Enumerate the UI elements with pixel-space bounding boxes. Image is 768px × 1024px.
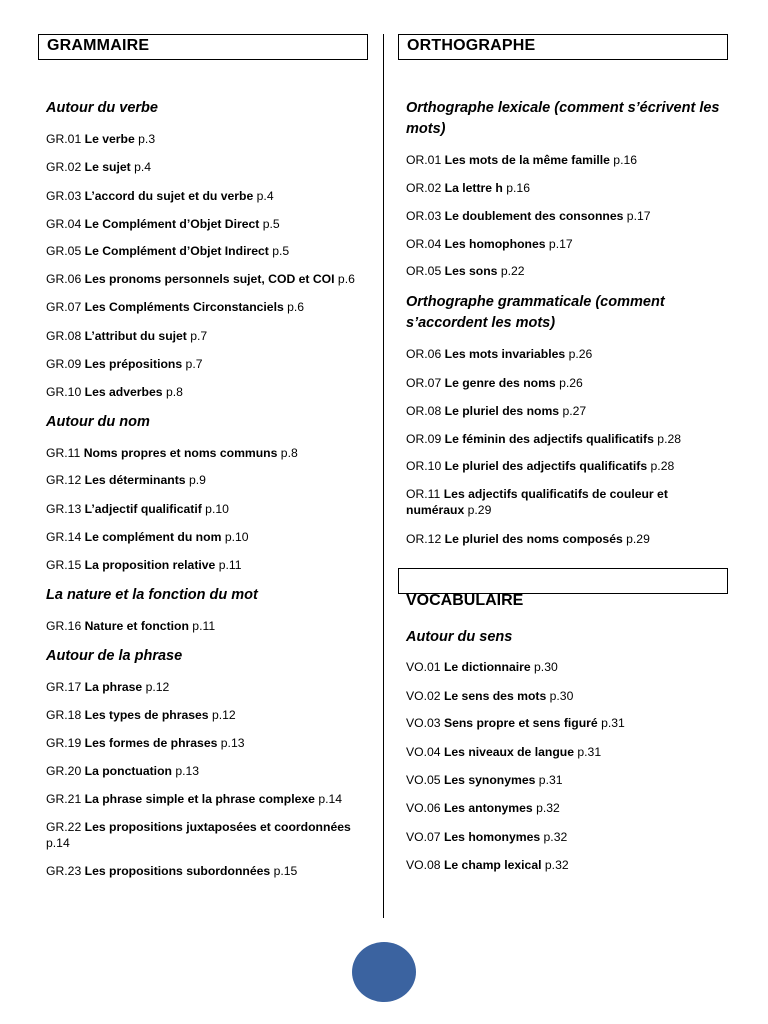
- vocabulaire-title: VOCABULAIRE: [406, 592, 524, 609]
- entry-code: OR.02: [406, 181, 442, 195]
- entry-label: Le champ lexical: [443, 858, 542, 872]
- entry-page: p.10: [224, 530, 249, 544]
- entry-page: p.28: [650, 459, 675, 473]
- entry-code: VO.08: [406, 858, 441, 872]
- entry-page: p.32: [543, 830, 568, 844]
- entry-page: p.5: [272, 244, 290, 258]
- toc-entry[interactable]: [46, 819, 368, 851]
- entry-page: p.6: [287, 300, 305, 314]
- entry-code: GR.18: [46, 708, 82, 722]
- toc-entry[interactable]: [46, 501, 368, 517]
- entry-code: GR.17: [46, 680, 82, 694]
- entry-label: Le Complément d’Objet Indirect: [84, 244, 269, 258]
- column-divider: [383, 34, 384, 918]
- entry-label: Le verbe: [84, 132, 135, 146]
- entry-page: p.8: [165, 385, 183, 399]
- toc-entry[interactable]: [46, 328, 368, 344]
- entry-page: p.7: [185, 357, 203, 371]
- entry-label: Les homonymes: [443, 830, 541, 844]
- entry-label: Les propositions subordonnées: [84, 864, 271, 878]
- entry-label: La phrase: [84, 680, 143, 694]
- entry-label: Les Compléments Circonstanciels: [84, 300, 284, 314]
- entry-label: Les prépositions: [84, 357, 183, 371]
- toc-entry[interactable]: [406, 180, 728, 196]
- entry-page: p.12: [145, 680, 170, 694]
- orthographe-title: ORTHOGRAPHE: [407, 37, 536, 54]
- entry-code: OR.07: [406, 376, 442, 390]
- toc-entry[interactable]: [406, 744, 728, 760]
- entry-code: GR.13: [46, 502, 82, 516]
- entry-page: p.31: [601, 716, 625, 730]
- toc-entry[interactable]: [46, 384, 368, 400]
- entry-label: Les pronoms personnels sujet, COD et COI: [84, 272, 335, 286]
- entry-code: GR.15: [46, 558, 82, 572]
- toc-entry[interactable]: [406, 263, 728, 279]
- entry-label: L’adjectif qualificatif: [84, 502, 202, 516]
- entry-page: p.31: [577, 745, 602, 759]
- entry-page: p.9: [188, 473, 206, 487]
- entry-label: Les homophones: [444, 237, 546, 251]
- toc-entry[interactable]: [406, 857, 728, 873]
- entry-code: GR.08: [46, 329, 82, 343]
- entry-code: OR.12: [406, 532, 442, 546]
- toc-entry[interactable]: [406, 715, 728, 731]
- toc-entry[interactable]: [406, 458, 728, 474]
- entry-page: p.26: [559, 376, 583, 390]
- toc-entry[interactable]: [46, 356, 368, 372]
- entry-code: GR.06: [46, 272, 82, 286]
- entry-code: GR.23: [46, 864, 82, 878]
- entry-code: VO.05: [406, 773, 441, 787]
- entry-label: Les types de phrases: [84, 708, 209, 722]
- toc-entry[interactable]: [406, 829, 728, 845]
- entry-code: GR.22: [46, 820, 82, 834]
- entry-label: Le doublement des consonnes: [444, 209, 627, 223]
- entry-label: La lettre h: [444, 181, 503, 195]
- grammaire-title-box: [38, 34, 368, 60]
- toc-entry[interactable]: [406, 772, 728, 788]
- section-heading: Orthographe grammaticale (comment s’accordent les mots): [406, 294, 665, 331]
- toc-entry[interactable]: [46, 472, 368, 488]
- entry-page: p.6: [337, 272, 355, 286]
- toc-entry[interactable]: [46, 618, 368, 634]
- toc-entry[interactable]: [46, 707, 368, 723]
- entry-page: p.29: [467, 503, 492, 517]
- entry-label: Les mots invariables: [444, 347, 566, 361]
- entry-label: Les mots de la même famille: [444, 153, 610, 167]
- toc-entry[interactable]: [46, 791, 368, 807]
- entry-page: p.32: [544, 858, 569, 872]
- entry-code: OR.09: [406, 432, 442, 446]
- entry-code: GR.19: [46, 736, 82, 750]
- section-heading: Autour du verbe: [46, 100, 158, 116]
- toc-entry[interactable]: [406, 403, 728, 419]
- entry-page: p.12: [211, 708, 236, 722]
- toc-entry[interactable]: [46, 299, 368, 315]
- entry-label: Les adverbes: [84, 385, 163, 399]
- entry-label: La phrase simple et la phrase complexe: [84, 792, 315, 806]
- entry-page: p.22: [500, 264, 525, 278]
- entry-page: p.14: [318, 792, 343, 806]
- entry-label: Le pluriel des adjectifs qualificatifs: [444, 459, 648, 473]
- entry-code: VO.02: [406, 689, 441, 703]
- section-heading: Orthographe lexicale (comment s’écrivent les mots): [406, 100, 720, 137]
- entry-code: GR.20: [46, 764, 82, 778]
- entry-code: GR.07: [46, 300, 82, 314]
- grammaire-title: GRAMMAIRE: [47, 37, 150, 54]
- entry-label: Les sons: [444, 264, 498, 278]
- entry-code: OR.05: [406, 264, 442, 278]
- entry-label: Les déterminants: [84, 473, 186, 487]
- entry-page: p.4: [134, 160, 152, 174]
- entry-page: p.3: [138, 132, 156, 146]
- entry-label: Les formes de phrases: [84, 736, 218, 750]
- toc-entry[interactable]: [46, 216, 368, 232]
- entry-code: VO.04: [406, 745, 441, 759]
- toc-entry[interactable]: [46, 557, 368, 573]
- toc-entry[interactable]: [406, 346, 728, 362]
- entry-code: VO.03: [406, 716, 441, 730]
- entry-page: p.13: [220, 736, 245, 750]
- entry-page: p.16: [613, 153, 638, 167]
- entry-page: p.16: [506, 181, 530, 195]
- entry-page: p.29: [626, 532, 650, 546]
- toc-entry[interactable]: [406, 531, 728, 547]
- entry-label: Le dictionnaire: [443, 660, 531, 674]
- entry-code: GR.04: [46, 217, 82, 231]
- toc-entry[interactable]: [406, 659, 728, 675]
- entry-code: GR.01: [46, 132, 82, 146]
- entry-label: Le Complément d’Objet Direct: [84, 217, 260, 231]
- entry-label: La proposition relative: [84, 558, 216, 572]
- entry-code: GR.12: [46, 473, 82, 487]
- entry-code: OR.03: [406, 209, 442, 223]
- entry-label: L’attribut du sujet: [84, 329, 187, 343]
- entry-page: p.30: [534, 660, 558, 674]
- toc-entry[interactable]: [46, 159, 368, 175]
- entry-label: Le complément du nom: [84, 530, 222, 544]
- entry-code: GR.05: [46, 244, 82, 258]
- entry-label: Les synonymes: [443, 773, 536, 787]
- entry-code: GR.09: [46, 357, 82, 371]
- toc-entry[interactable]: [406, 152, 728, 168]
- toc-entry[interactable]: [46, 445, 368, 461]
- entry-label: Les propositions juxtaposées et coordonnées: [84, 820, 351, 834]
- entry-code: OR.10: [406, 459, 442, 473]
- entry-label: Les adjectifs qualificatifs de couleur et numéraux: [406, 487, 668, 517]
- toc-entry[interactable]: [46, 243, 368, 259]
- toc-entry[interactable]: [46, 863, 368, 879]
- section-heading: Autour du nom: [46, 414, 150, 430]
- orthographe-title-box: [398, 34, 728, 60]
- section-heading: La nature et la fonction du mot: [46, 587, 258, 603]
- entry-page: p.28: [657, 432, 682, 446]
- section-heading: Autour de la phrase: [46, 648, 183, 664]
- entry-label: L’accord du sujet et du verbe: [84, 189, 254, 203]
- entry-page: p.11: [218, 558, 242, 572]
- toc-entry[interactable]: [46, 529, 368, 545]
- entry-code: OR.08: [406, 404, 442, 418]
- entry-code: VO.01: [406, 660, 441, 674]
- entry-label: Nature et fonction: [84, 619, 189, 633]
- toc-entry[interactable]: [406, 208, 728, 224]
- toc-entry[interactable]: [46, 679, 368, 695]
- entry-code: GR.16: [46, 619, 82, 633]
- entry-code: VO.06: [406, 801, 441, 815]
- entry-code: OR.11: [406, 487, 441, 501]
- toc-entry[interactable]: [46, 131, 368, 147]
- entry-code: GR.11: [46, 446, 81, 460]
- entry-page: p.30: [549, 689, 574, 703]
- toc-entry[interactable]: [406, 486, 728, 518]
- entry-page: p.7: [190, 329, 208, 343]
- entry-code: OR.04: [406, 237, 442, 251]
- entry-page: p.17: [548, 237, 573, 251]
- toc-entry[interactable]: [406, 375, 728, 391]
- entry-label: Sens propre et sens figuré: [443, 716, 598, 730]
- toc-entry[interactable]: [46, 188, 368, 204]
- entry-code: VO.07: [406, 830, 441, 844]
- entry-label: La ponctuation: [84, 764, 172, 778]
- entry-code: OR.01: [406, 153, 442, 167]
- entry-code: GR.14: [46, 530, 82, 544]
- toc-entry[interactable]: [406, 800, 728, 816]
- vocabulaire-title-box: [398, 568, 728, 594]
- entry-page: p.13: [175, 764, 200, 778]
- toc-entry[interactable]: [406, 431, 728, 447]
- entry-label: Le féminin des adjectifs qualificatifs: [444, 432, 654, 446]
- entry-code: GR.10: [46, 385, 82, 399]
- entry-page: p.15: [273, 864, 298, 878]
- entry-page: p.17: [626, 209, 651, 223]
- entry-page: p.14: [46, 836, 70, 850]
- entry-page: p.8: [280, 446, 298, 460]
- entry-page: p.11: [192, 619, 216, 633]
- entry-page: p.5: [262, 217, 280, 231]
- entry-code: GR.02: [46, 160, 82, 174]
- entry-label: Le pluriel des noms: [444, 404, 560, 418]
- entry-page: p.31: [538, 773, 563, 787]
- entry-label: Le genre des noms: [444, 376, 556, 390]
- section-heading: Autour du sens: [406, 629, 513, 645]
- entry-page: p.10: [205, 502, 229, 516]
- entry-label: Noms propres et noms communs: [83, 446, 278, 460]
- entry-page: p.26: [568, 347, 593, 361]
- entry-page: p.32: [536, 801, 560, 815]
- entry-label: Les niveaux de langue: [443, 745, 574, 759]
- toc-entry[interactable]: [46, 763, 368, 779]
- entry-code: GR.03: [46, 189, 82, 203]
- entry-label: Le pluriel des noms composés: [444, 532, 623, 546]
- toc-entry[interactable]: [46, 271, 368, 287]
- entry-code: OR.06: [406, 347, 442, 361]
- toc-entry[interactable]: [406, 688, 728, 704]
- toc-entry[interactable]: [406, 236, 728, 252]
- entry-code: GR.21: [46, 792, 82, 806]
- entry-label: Le sujet: [84, 160, 131, 174]
- entry-label: Les antonymes: [443, 801, 533, 815]
- entry-page: p.4: [256, 189, 274, 203]
- entry-label: Le sens des mots: [443, 689, 547, 703]
- toc-entry[interactable]: [46, 735, 368, 751]
- page-number-circle: [352, 942, 416, 1002]
- entry-page: p.27: [562, 404, 587, 418]
